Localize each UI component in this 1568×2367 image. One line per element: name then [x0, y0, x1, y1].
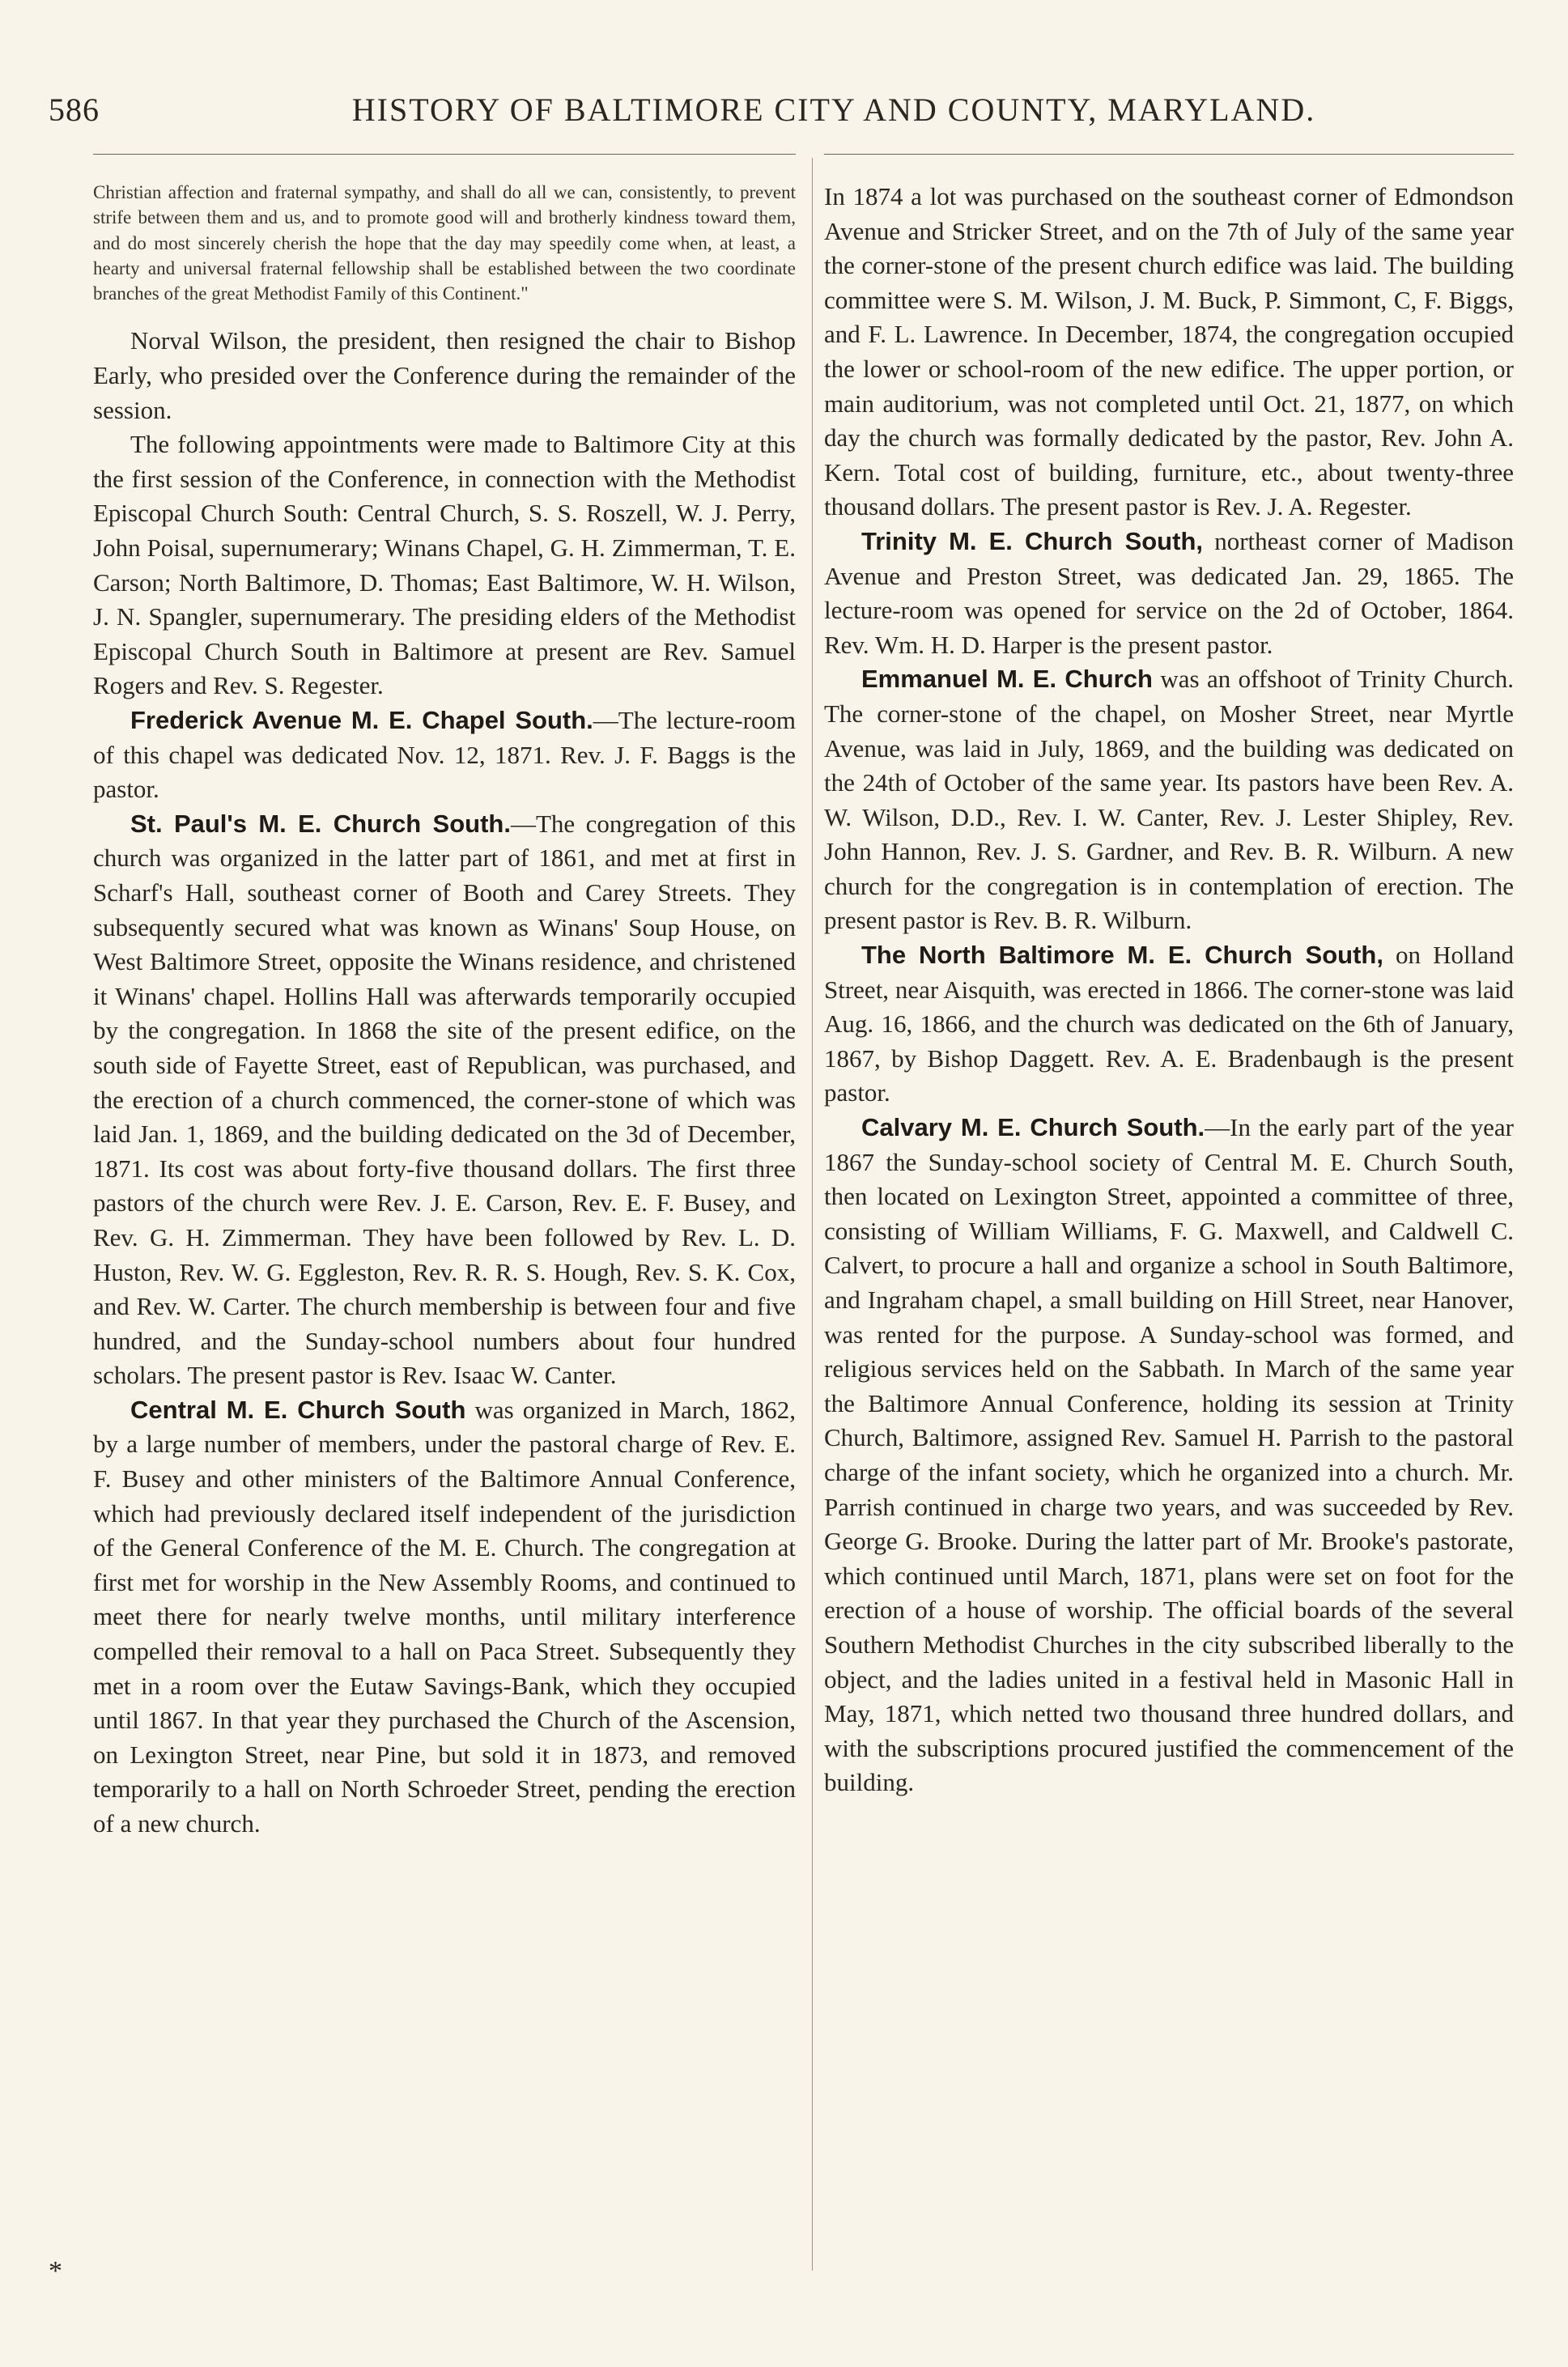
running-head: HISTORY OF BALTIMORE CITY AND COUNTY, MARYLAND. — [351, 91, 1316, 128]
section-heading: Calvary M. E. Church South. — [861, 1113, 1205, 1142]
right-column — [824, 180, 1514, 1800]
section-heading: Frederick Avenue M. E. Chapel South. — [130, 706, 593, 735]
paragraph: In 1874 a lot was purchased on the southeast corner of Edmondson Avenue and Stricker Street, and on the 7th of July of the same year the corner-stone of the present church edifice was laid. The building committee were S. M. Wilson, J. M. Buck, P. Simmont, C, F. Biggs, and F. L. Lawrence. In December, 1874, the congregation occupied the lower or school-room of the new edifice. The upper portion, or main auditorium, was not completed until Oct. 21, 1877, on which day the church was formally dedicated by the pastor, Rev. John A. Kern. Total cost of building, furniture, etc., about twenty-three thousand dollars. The present pastor is Rev. J. A. Regester. — [824, 182, 1514, 521]
section-heading: The North Baltimore M. E. Church South, — [861, 941, 1383, 970]
paragraph: Frederick Avenue M. E. Chapel South.—The lecture-room of this chapel was dedicated Nov. 12, 1871. Rev. J. F. Baggs is the pastor. — [93, 706, 797, 804]
footer-mark: * — [49, 2256, 62, 2286]
paragraph: St. Paul's M. E. Church South.—The congregation of this church was organized in the latter part of 1861, and met at first in Scharf's Hall, southeast corner of Booth and Carey Streets. They subsequently secured what was known as Winans' Soup House, on West Baltimore Street, opposite the Winans residence, and christened it Winans' chapel. Hollins Hall was afterwards temporarily occupied by the congregation. In 1868 the site of the present edifice, on the south side of Fayette Street, east of Republican, was purchased, and the erection of a church commenced, the corner-stone of which was laid Jan. 1, 1869, and the building dedicated on the 3d of December, 1871. Its cost was about forty-five thousand dollars. The first three pastors of the church were Rev. J. E. Carson, Rev. E. F. Busey, and Rev. G. H. Zimmerman. They have been followed by Rev. L. D. Huston, Rev. W. G. Eggleston, Rev. R. R. S. Hough, Rev. S. K. Cox, and Rev. W. Carter. The church membership is between four and five hundred, and the Sunday-school numbers about four hundred scholars. The present pastor is Rev. Isaac W. Canter. — [93, 809, 796, 1390]
paragraph: Norval Wilson, the president, then resigned the chair to Bishop Early, who presided over the Conference during the remainder of the session. — [93, 326, 796, 424]
paragraph: Emmanuel M. E. Church was an offshoot of Trinity Church. The corner-stone of the chapel, on Mosher Street, near Myrtle Avenue, was laid in July, 1869, and the building was dedicated on the 24th of October of the same year. Its pastors have been Rev. A. W. Wilson, D.D., Rev. I. W. Canter, Rev. J. Lester Shipley, Rev. John Hannon, Rev. J. S. Gardner, and Rev. B. R. Wilburn. A new church for the congregation is in contemplation of erection. The present pastor is Rev. B. R. Wilburn. — [824, 665, 1514, 935]
paragraph: Central M. E. Church South was organized in March, 1862, by a large number of members, under the pastoral charge of Rev. E. F. Busey and other ministers of the Baltimore Annual Conference, which had previously declared itself independent of the jurisdiction of the General Conference of the M. E. Church. The congregation at first met for worship in the New Assembly Rooms, and continued to meet there for nearly twelve months, until military interference compelled their removal to a hall on Paca Street. Subsequently they met in a room over the Eutaw Savings-Bank, which they occupied until 1867. In that year they purchased the Church of the Ascension, on Lexington Street, near Pine, but sold it in 1873, and removed temporarily to a hall on North Schroeder Street, pending the erection of a new church. — [93, 1395, 796, 1838]
paragraph: Calvary M. E. Church South.—In the early part of the year 1867 the Sunday-school society of Central M. E. Church South, then located on Lexington Street, appointed a committee of three, consisting of William Williams, F. G. Maxwell, and Caldwell C. Calvert, to procure a hall and organize a school in South Baltimore, and Ingraham chapel, a small building on Hill Street, near Hanover, was rented for the purpose. A Sunday-school was formed, and religious services held on the Sabbath. In March of the same year the Baltimore Annual Conference, holding its session at Trinity Church, Baltimore, assigned Rev. Samuel H. Parrish to the pastoral charge of the infant society, which he organized into a church. Mr. Parrish continued in charge two years, and was succeeded by Rev. George G. Brooke. During the latter part of Mr. Brooke's pastorate, which continued until March, 1871, plans were set on foot for the erection of a house of worship. The official boards of the several Southern Methodist Churches in the city subscribed liberally to the object, and the ladies united in a festival held in Masonic Hall in May, 1871, which netted two thousand three hundred dollars, and with the subscriptions procured justified the commencement of the building. — [824, 1113, 1514, 1797]
page-number: 586 — [49, 91, 100, 128]
section-heading: St. Paul's M. E. Church South. — [130, 809, 511, 838]
column-divider — [812, 158, 813, 2271]
header-rule-right — [824, 154, 1514, 155]
left-column — [93, 180, 796, 1842]
paragraph: The North Baltimore M. E. Church South, on Holland Street, near Aisquith, was erected in 1866. The corner-stone was laid Aug. 16, 1866, and the church was dedicated on the 6th of January, 1867, by Bishop Daggett. Rev. A. E. Bradenbaugh is the present pastor. — [824, 941, 1514, 1107]
section-heading: Emmanuel M. E. Church — [861, 665, 1153, 694]
page-header — [49, 91, 1514, 139]
quotation-block: Christian affection and fraternal sympathy, and shall do all we can, consistently, to prevent strife between them and us, and to promote good will and brotherly kindness toward them, and do most sincerely cherish the hope that the day may speedily come when, at least, a hearty and universal fraternal fellowship shall be established between the two coordinate branches of the great Methodist Family of this Continent." — [93, 182, 796, 304]
section-heading: Trinity M. E. Church South, — [861, 526, 1203, 555]
section-heading: Central M. E. Church South — [130, 1395, 466, 1424]
paragraph: The following appointments were made to Baltimore City at this the first session of the Conference, in connection with the Methodist Episcopal Church South: Central Church, S. S. Roszell, W. J. Perry, John Poisal, supernumerary; Winans Chapel, G. H. Zimmerman, T. E. Carson; North Baltimore, D. Thomas; East Baltimore, W. H. Wilson, J. N. Spangler, supernumerary. The presiding elders of the Methodist Episcopal Church South in Baltimore at present are Rev. Samuel Rogers and Rev. S. Regester. — [93, 430, 796, 700]
paragraph: Trinity M. E. Church South, northeast corner of Madison Avenue and Preston Street, was dedicated Jan. 29, 1865. The lecture-room was opened for service on the 2d of October, 1864. Rev. Wm. H. D. Harper is the present pastor. — [824, 526, 1514, 659]
header-rule-left — [93, 154, 796, 155]
